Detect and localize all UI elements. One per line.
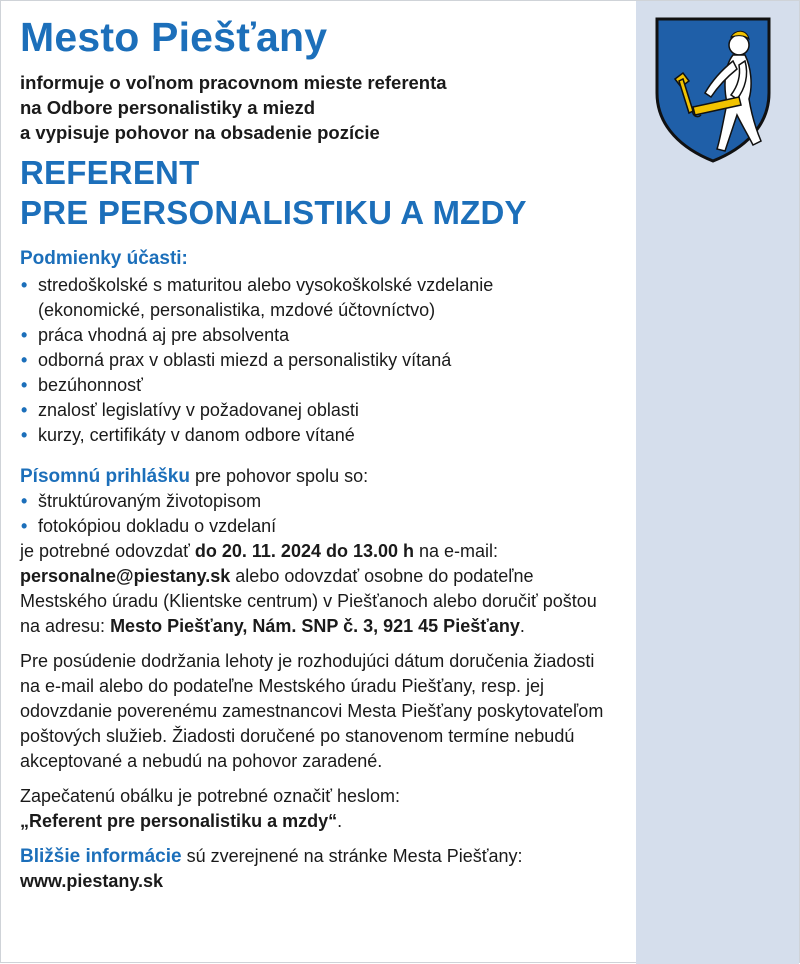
envelope-line: Zapečatenú obálku je potrebné označiť heslom: — [20, 786, 400, 807]
list-item: • odborná prax v oblasti miezd a personalistiky vítaná — [20, 348, 636, 373]
conditions-heading: Podmienky účasti: — [20, 248, 188, 270]
list-item: • bezúhonnosť — [20, 373, 636, 398]
bullet-icon: • — [21, 325, 28, 346]
email-link[interactable]: personalne@piestany.sk — [20, 566, 231, 587]
application-heading: Písomnú prihlášku pre pohovor spolu so: — [20, 466, 369, 488]
bullet-icon: • — [21, 400, 28, 421]
deadline-note-line: odovzdanie poverenému zamestnancovi Mesta Piešťany poskytovateľom — [20, 701, 604, 722]
list-item-continuation: (ekonomické, personalistika, mzdové účtovníctvo) — [38, 300, 436, 321]
deadline-note-line: Pre posúdenie dodržania lehoty je rozhodujúci dátum doručenia žiadosti — [20, 651, 595, 672]
side-panel — [636, 1, 799, 964]
password-line: „Referent pre personalistiku a mzdy“. — [20, 811, 343, 832]
bullet-icon: • — [21, 375, 28, 396]
list-item: • kurzy, certifikáty v danom odbore vítané — [20, 423, 636, 448]
list-item: • práca vhodná aj pre absolventa — [20, 323, 636, 348]
list-item: • stredoškolské s maturitou alebo vysokoškolské vzdelanie — [20, 273, 636, 298]
list-item: • štruktúrovaným životopisom — [20, 489, 636, 514]
website-link[interactable]: www.piestany.sk — [20, 871, 164, 892]
position-line: PRE PERSONALISTIKU A MZDY — [20, 194, 527, 232]
application-list — [20, 489, 636, 539]
address: Mesto Piešťany, Nám. SNP č. 3, 921 45 Piešťany — [110, 616, 520, 637]
position-line: REFERENT — [20, 154, 200, 192]
deadline-note-line: poštových služieb. Žiadosti doručené po stanovenom termíne nebudú — [20, 726, 575, 747]
deadline-line: je potrebné odovzdať do 20. 11. 2024 do 13.00 h na e-mail: — [20, 541, 499, 562]
password: „Referent pre personalistiku a mzdy“ — [20, 811, 338, 832]
bullet-icon: • — [21, 425, 28, 446]
deadline-note-line: akceptované a nebudú na pohovor zaradené. — [20, 751, 383, 772]
bullet-icon: • — [21, 275, 28, 296]
more-info-heading: Bližšie informácie — [20, 846, 182, 868]
deadline-note-line: na e-mail alebo do podateľne Mestského úradu Piešťany, resp. jej — [20, 676, 544, 697]
more-info-line: Bližšie informácie sú zverejnené na stránke Mesta Piešťany: — [20, 846, 523, 868]
deadline-date: do 20. 11. 2024 do 13.00 h — [194, 541, 415, 562]
bullet-icon: • — [21, 350, 28, 371]
intro-line: na Odbore personalistiky a miezd — [20, 97, 316, 119]
position-title — [20, 153, 636, 233]
notice-content — [20, 15, 636, 894]
bullet-icon: • — [21, 516, 28, 537]
office-line: Mestského úradu (Klientske centrum) v Piešťanoch alebo doručiť poštou — [20, 591, 597, 612]
intro-line: a vypisuje pohovor na obsadenie pozície — [20, 122, 380, 144]
address-line: na adresu: Mesto Piešťany, Nám. SNP č. 3, 921 45 Piešťany. — [20, 616, 525, 637]
list-item: • znalosť legislatívy v požadovanej oblasti — [20, 398, 636, 423]
coat-of-arms-icon — [653, 15, 773, 165]
list-item: • fotokópiou dokladu o vzdelaní — [20, 514, 636, 539]
intro-line: informuje o voľnom pracovnom mieste referenta — [20, 72, 447, 94]
town-title: Mesto Piešťany — [20, 14, 328, 60]
bullet-icon: • — [21, 491, 28, 512]
email-line: personalne@piestany.sk alebo odovzdať osobne do podateľne — [20, 566, 534, 587]
conditions-list — [20, 273, 636, 448]
